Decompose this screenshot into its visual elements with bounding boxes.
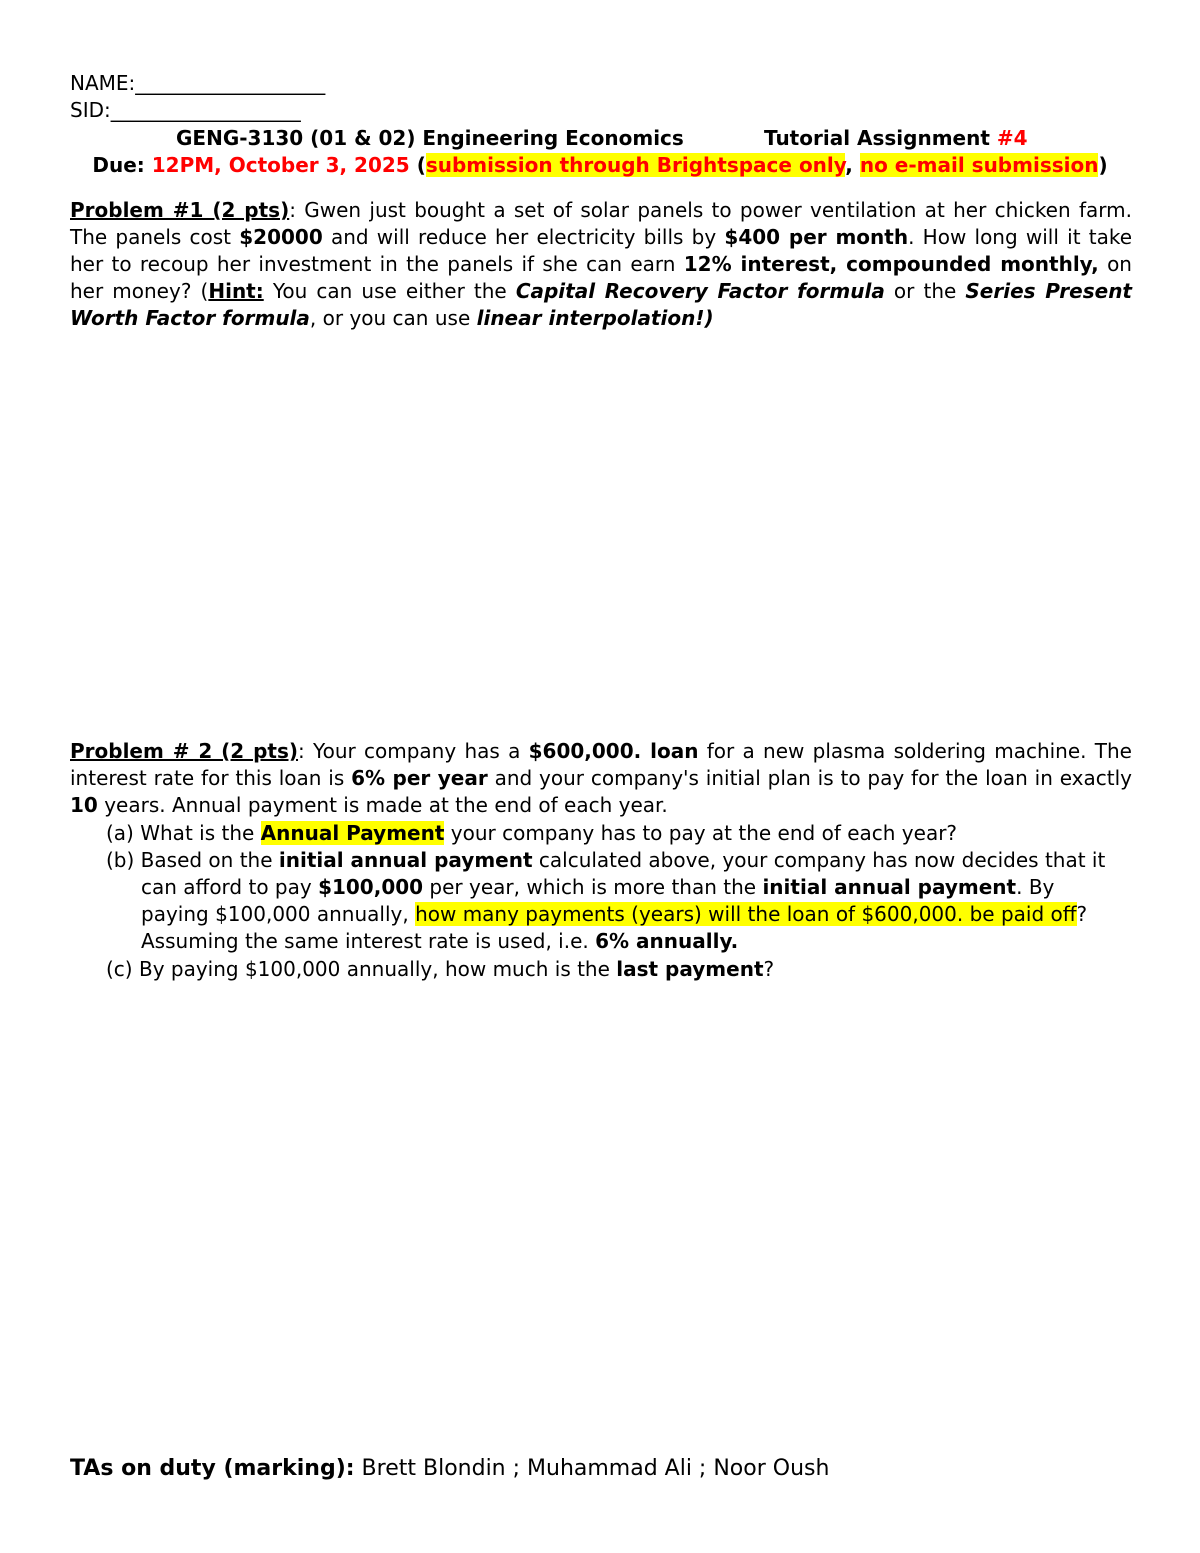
name-line <box>70 70 325 97</box>
assignment-title <box>764 125 1028 152</box>
sid-line <box>70 97 301 124</box>
sid-blank: ___________________ <box>110 98 301 122</box>
part-b-line-3: paying $100,000 annually, how many payments (years) will the loan of $600,000. be paid off? <box>141 902 1088 926</box>
assignment-label: Tutorial Assignment <box>764 126 997 150</box>
problem-2: Problem # 2 (2 pts): Your company has a $600,000. loan for a new plasma soldering machine. The interest rate for this loan is 6% per year and your company's initial plan is to pay for the loan in exactly 10 years. Annual payment is made at the end of each year. <box>70 739 1133 817</box>
part-b-line-2: can afford to pay $100,000 per year, which is more than the initial annual payment. By <box>141 875 1055 899</box>
no-email-note: no e-mail submission <box>859 153 1099 177</box>
hint-label: Hint: <box>208 279 264 303</box>
due-label: Due: <box>92 153 152 177</box>
part-b-line-4: Assuming the same interest rate is used, i.e. 6% annually. <box>141 929 739 953</box>
problem-2-part-b: (b) Based on the initial annual payment calculated above, your company has now decides that it <box>106 848 1106 872</box>
problem-1-title: Problem #1 (2 pts) <box>70 198 290 222</box>
submission-note: submission through Brightspace only <box>425 153 846 177</box>
problem-1: Problem #1 (2 pts): Gwen just bought a set of solar panels to power ventilation at her chicken farm. The panels cost $20000 and will reduce her electricity bills by $400 per month. How long will it take her to recoup her investment in the panels if she can earn 12% interest, compounded monthly, on her money? (Hint: You can use either the Capital Recovery Factor formula or the Series Present Worth Factor formula, or you can use linear interpolation!) <box>70 198 1133 330</box>
problem-2-title: Problem # 2 (2 pts) <box>70 739 299 763</box>
problem-2-part-a: (a) What is the Annual Payment your company has to pay at the end of each year? <box>106 821 958 845</box>
course-title: GENG-3130 (01 & 02) Engineering Economics <box>176 126 684 150</box>
tas-names: Brett Blondin ; Muhammad Ali ; Noor Oush <box>354 1456 830 1481</box>
tas-label: TAs on duty (marking): <box>70 1456 355 1481</box>
name-label: NAME: <box>70 71 136 95</box>
name-blank: ___________________ <box>135 71 326 95</box>
due-date: 12PM, October 3, 2025 <box>151 153 410 177</box>
assignment-number: #4 <box>996 126 1028 150</box>
due-line: Due: 12PM, October 3, 2025 (submission through Brightspace only, no e-mail submission) <box>92 153 1108 177</box>
tas-footer <box>70 1456 829 1481</box>
part-c-label: (c) <box>106 957 133 981</box>
problem-2-part-c: (c) By paying $100,000 annually, how much is the last payment? <box>106 957 775 981</box>
part-a-label: (a) <box>106 821 134 845</box>
part-b-label: (b) <box>106 848 135 872</box>
sid-label: SID: <box>70 98 111 122</box>
